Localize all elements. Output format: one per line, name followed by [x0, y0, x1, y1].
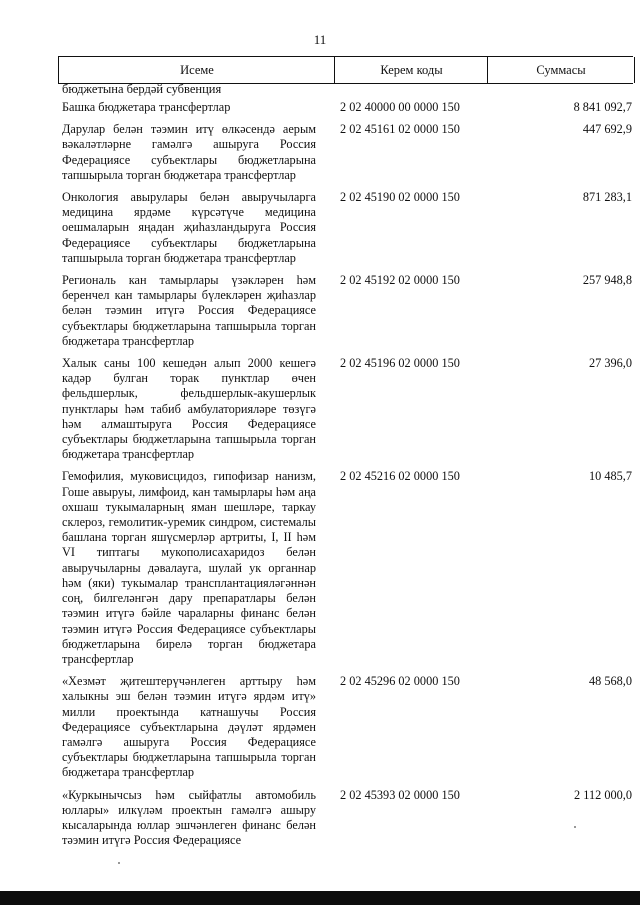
row-code: 2 02 45216 02 0000 150 [340, 469, 460, 484]
row-code: 2 02 45393 02 0000 150 [340, 787, 460, 802]
row-sum: 257 948,8 [582, 273, 632, 288]
table-row [62, 190, 632, 266]
row-name: «Хезмәт җитештерүчәнлеген арттыру һәм халыкны эш белән тәэмин итүгә ярдәм итү» милли проектында катнашучы Россия Федерациясе субъектларына дәүләт ярдәмен гамәлгә ашыруга Россия Федерациясе субъектлары бюджетларына тапшырыла торган бюджетара трансфертлар [62, 674, 316, 780]
row-name: Региональ кан тамырлары үзәкләрен һәм беренчел кан тамырлары бүлекләрен җиһазлар белән тәэмин итүгә Россия Федерациясе субъектлары бюджетларына тапшырыла торган бюджетара трансфертлар [62, 273, 316, 348]
column-header-sum: Суммасы [487, 57, 635, 83]
table-row [62, 356, 632, 462]
row-code: 2 02 45296 02 0000 150 [340, 674, 460, 689]
scan-speck [118, 862, 120, 864]
row-sum: 27 396,0 [588, 356, 632, 371]
row-sum: 8 841 092,7 [573, 100, 632, 114]
row-name: Башка бюджетара трансфертлар [62, 100, 231, 114]
page-number: 11 [313, 32, 327, 47]
row-sum: 2 112 000,0 [574, 787, 632, 802]
row-sum: 447 692,9 [582, 122, 632, 137]
table-header [58, 56, 633, 84]
table-row [62, 100, 632, 115]
table-row [62, 122, 632, 183]
row-sum: 871 283,1 [582, 190, 632, 205]
scan-speck [574, 826, 576, 828]
continuation-text: бюджетына бердәй субвенция [62, 82, 222, 96]
column-header-name: Исеме [58, 57, 335, 83]
row-name: Дарулар белән тәэмин итү өлкәсендә аерым вәкаләтләрне гамәлгә ашыруга Россия Федерациясе субъектлары бюджетларына тапшырыла торган бюджетара трансфертлар [62, 122, 316, 182]
table-row [62, 674, 632, 780]
row-code: 2 02 45190 02 0000 150 [340, 190, 460, 205]
table-row [62, 273, 632, 349]
row-name: «Куркынычсыз һәм сыйфатлы автомобиль юллары» илкүләм проектын гамәлгә ашыру кысаларында юллар эшчәнлеген финанс белән тәэмин итүгә Россия Федерациясе [62, 787, 316, 848]
row-sum: 48 568,0 [588, 674, 632, 689]
row-sum: 10 485,7 [588, 469, 632, 484]
row-code: 2 02 45196 02 0000 150 [340, 356, 460, 371]
row-name: Гемофилия, муковисцидоз, гипофизар нанизм, Гоше авыруы, лимфоид, кан тамырлары һәм аңа охшаш тукымаларның яман шешләре, таркау склероз, гемолитик-уремик синдром, системалы башлана торган яшүсмерләр артриты, I, II һәм VI типтагы мукополисахаридоз белән авыручыларны дәвалауга, шулай ук органнар һәм (яки) тукымалар трансплантацияләгәннән соң, билгеләнгән дару препаратлары белән тәэмин итүгә бәйле чараларны финанс белән тәэмин итүгә Россия Федерациясе субъектлары бюджетларына бирелә торган бюджетара трансфертлар [62, 469, 316, 666]
table-row [62, 788, 632, 849]
table-body [62, 100, 632, 855]
row-code: 2 02 45161 02 0000 150 [340, 122, 460, 137]
table-row [62, 469, 632, 667]
scan-edge-bar [0, 891, 640, 905]
row-code: 2 02 40000 00 0000 150 [340, 100, 460, 114]
row-code: 2 02 45192 02 0000 150 [340, 273, 460, 288]
row-name: Халык саны 100 кешедән алып 2000 кешегә кадәр булган торак пунктлар өчен фельдшерлык, фельдшерлык-акушерлык пунктлары һәм табиб амбулаторияләре төзүгә һәм алмаштыруга Россия Федерациясе субъектлары бюджетларына тапшырыла торган бюджетара трансфертлар [62, 356, 316, 462]
row-name: Онкология авырулары белән авыручыларга медицина ярдәме күрсәтүче медицина оешмаларын яңадан җиһазландыруга Россия Федерациясе субъектлары бюджетларына тапшырыла торган бюджетара трансфертлар [62, 190, 316, 265]
column-header-code: Керем коды [334, 57, 488, 83]
